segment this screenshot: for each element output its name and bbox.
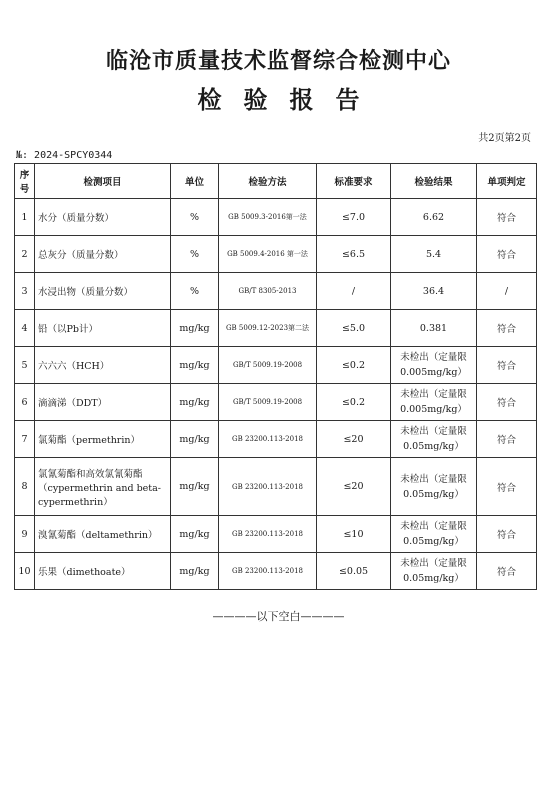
row-requirement: ≤0.2 xyxy=(317,347,391,384)
row-result: 6.62 xyxy=(391,199,477,236)
row-verdict: 符合 xyxy=(477,458,537,516)
row-unit: mg/kg xyxy=(171,347,219,384)
row-unit: mg/kg xyxy=(171,384,219,421)
row-item: 水浸出物（质量分数） xyxy=(35,273,171,310)
table-row xyxy=(15,384,537,421)
row-item: 乐果（dimethoate） xyxy=(35,553,171,590)
row-no: 1 xyxy=(15,199,35,236)
row-unit: mg/kg xyxy=(171,516,219,553)
document-title: 检验报告 xyxy=(197,86,382,114)
results-table xyxy=(14,163,537,590)
row-method: GB 23200.113-2018 xyxy=(219,421,317,458)
row-verdict: 符合 xyxy=(477,347,537,384)
row-verdict: 符合 xyxy=(477,236,537,273)
row-item: 水分（质量分数） xyxy=(35,199,171,236)
row-unit: % xyxy=(171,199,219,236)
report-number: №: 2024-SPCY0344 xyxy=(16,150,113,161)
row-result: 未检出（定量限0.05mg/kg） xyxy=(391,458,477,516)
row-verdict: 符合 xyxy=(477,384,537,421)
row-item: 氯氰菊酯和高效氯氰菊酯（cypermethrin and beta-cypermethrin） xyxy=(35,458,171,516)
row-no: 10 xyxy=(15,553,35,590)
table-row xyxy=(15,347,537,384)
row-result: 36.4 xyxy=(391,273,477,310)
row-result: 未检出（定量限0.005mg/kg） xyxy=(391,384,477,421)
col-header-result: 检验结果 xyxy=(391,164,477,199)
row-verdict: 符合 xyxy=(477,553,537,590)
row-requirement: ≤5.0 xyxy=(317,310,391,347)
row-item: 氯菊酯（permethrin） xyxy=(35,421,171,458)
row-verdict: 符合 xyxy=(477,421,537,458)
row-no: 4 xyxy=(15,310,35,347)
row-item: 六六六（HCH） xyxy=(35,347,171,384)
row-result: 未检出（定量限0.05mg/kg） xyxy=(391,553,477,590)
row-item: 总灰分（质量分数） xyxy=(35,236,171,273)
row-unit: % xyxy=(171,236,219,273)
row-no: 7 xyxy=(15,421,35,458)
col-header-unit: 单位 xyxy=(171,164,219,199)
row-verdict: 符合 xyxy=(477,310,537,347)
row-item: 溴氰菊酯（deltamethrin） xyxy=(35,516,171,553)
row-requirement: ≤0.2 xyxy=(317,384,391,421)
row-requirement: ≤7.0 xyxy=(317,199,391,236)
row-unit: mg/kg xyxy=(171,310,219,347)
row-method: GB/T 5009.19-2008 xyxy=(219,384,317,421)
col-header-no: 序号 xyxy=(15,164,35,199)
row-unit: % xyxy=(171,273,219,310)
row-item: 滴滴涕（DDT） xyxy=(35,384,171,421)
row-method: GB/T 8305-2013 xyxy=(219,273,317,310)
row-no: 5 xyxy=(15,347,35,384)
row-no: 9 xyxy=(15,516,35,553)
page-indicator: 共2页第2页 xyxy=(478,133,531,144)
table-row xyxy=(15,199,537,236)
row-method: GB 23200.113-2018 xyxy=(219,458,317,516)
row-method: GB 5009.12-2023第二法 xyxy=(219,310,317,347)
col-header-requirement: 标准要求 xyxy=(317,164,391,199)
table-row xyxy=(15,273,537,310)
row-method: GB 23200.113-2018 xyxy=(219,553,317,590)
row-requirement: ≤6.5 xyxy=(317,236,391,273)
row-method: GB 5009.4-2016 第一法 xyxy=(219,236,317,273)
col-header-method: 检验方法 xyxy=(219,164,317,199)
row-unit: mg/kg xyxy=(171,553,219,590)
table-row xyxy=(15,553,537,590)
table-row xyxy=(15,310,537,347)
row-item: 铅（以Pb计） xyxy=(35,310,171,347)
table-header-row xyxy=(15,164,537,199)
row-result: 0.381 xyxy=(391,310,477,347)
table-row xyxy=(15,458,537,516)
row-verdict: / xyxy=(477,273,537,310)
row-result: 5.4 xyxy=(391,236,477,273)
col-header-item: 检测项目 xyxy=(35,164,171,199)
row-no: 3 xyxy=(15,273,35,310)
row-method: GB 23200.113-2018 xyxy=(219,516,317,553)
row-no: 2 xyxy=(15,236,35,273)
row-requirement: ≤20 xyxy=(317,458,391,516)
col-header-verdict: 单项判定 xyxy=(477,164,537,199)
row-verdict: 符合 xyxy=(477,516,537,553)
row-requirement: ≤10 xyxy=(317,516,391,553)
row-unit: mg/kg xyxy=(171,458,219,516)
row-result: 未检出（定量限0.05mg/kg） xyxy=(391,516,477,553)
row-method: GB/T 5009.19-2008 xyxy=(219,347,317,384)
row-requirement: / xyxy=(317,273,391,310)
row-result: 未检出（定量限0.005mg/kg） xyxy=(391,347,477,384)
row-no: 8 xyxy=(15,458,35,516)
row-result: 未检出（定量限0.05mg/kg） xyxy=(391,421,477,458)
row-verdict: 符合 xyxy=(477,199,537,236)
row-unit: mg/kg xyxy=(171,421,219,458)
row-method: GB 5009.3-2016第一法 xyxy=(219,199,317,236)
organization-name: 临沧市质量技术监督综合检测中心 xyxy=(105,49,451,74)
row-requirement: ≤20 xyxy=(317,421,391,458)
end-of-content-marker: ————以下空白———— xyxy=(212,610,345,623)
row-requirement: ≤0.05 xyxy=(317,553,391,590)
row-no: 6 xyxy=(15,384,35,421)
table-row xyxy=(15,516,537,553)
table-row xyxy=(15,421,537,458)
table-row xyxy=(15,236,537,273)
